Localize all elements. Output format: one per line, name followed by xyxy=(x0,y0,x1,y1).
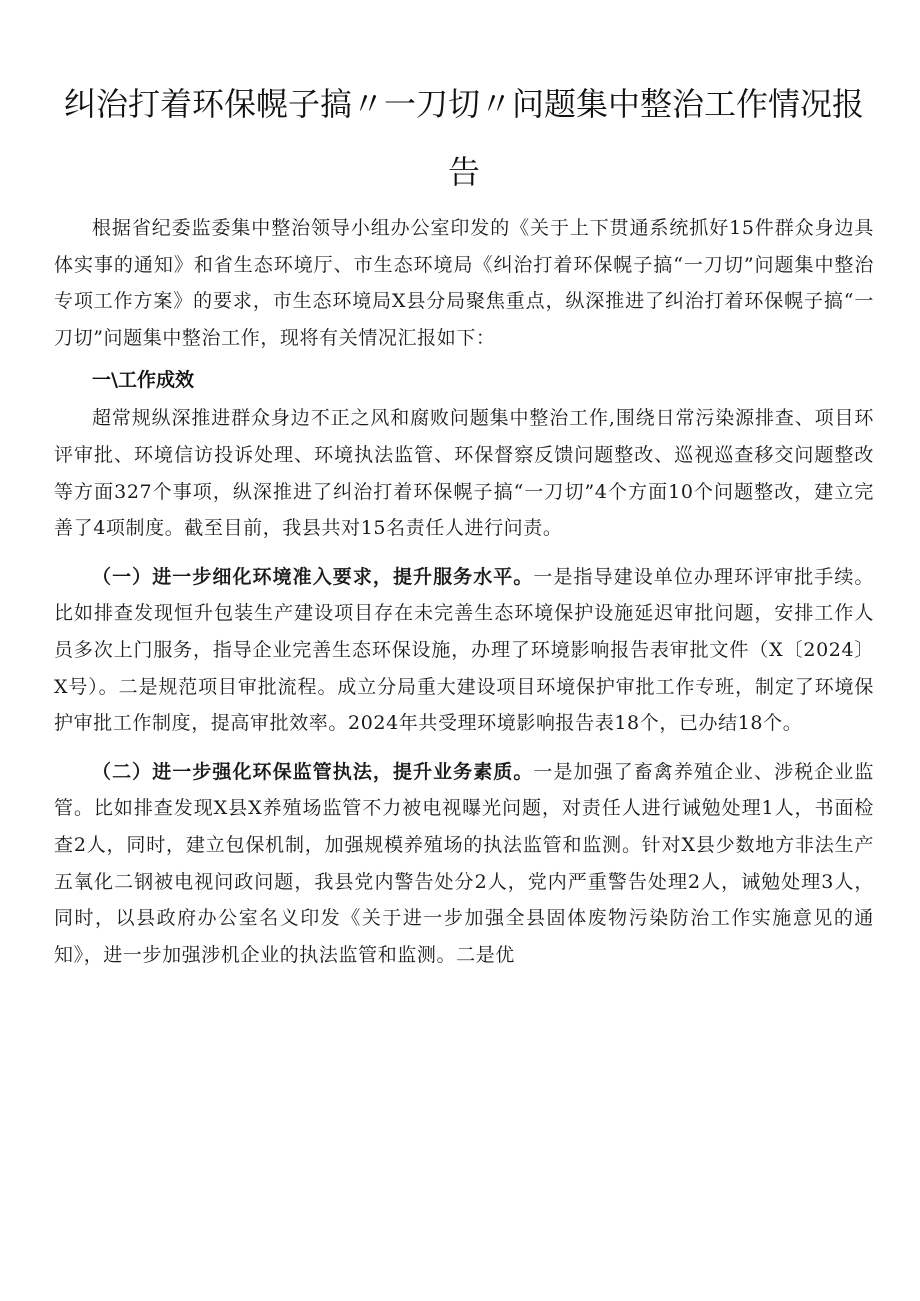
document-body xyxy=(54,210,874,973)
intro-paragraph: 根据省纪委监委集中整治领导小组办公室印发的《关于上下贯通系统抓好15件群众身边具体实事的通知》和省生态环境厅、市生态环境局《纠治打着环保幌子搞“一刀切”问题集中整治专项工作方案》的要求，市生态环境局X县分局聚焦重点，纵深推进了纠治打着环保幌子搞“一刀切”问题集中整治工作，现将有关情况汇报如下： xyxy=(54,217,874,349)
subsection-1-paragraph xyxy=(54,559,874,742)
section-heading-work-results: 一\工作成效 xyxy=(92,369,194,392)
subsection-1-lead: （一）进一步细化环境准入要求，提升服务水平。 xyxy=(92,565,534,588)
work-results-paragraph: 超常规纵深推进群众身边不正之风和腐败问题集中整治工作,围绕日常污染源排查、项目环评审批、环境信访投诉处理、环境执法监管、环保督察反馈问题整改、巡视巡查移交问题整改等方面327个事项，纵深推进了纠治打着环保幌子搞“一刀切”4个方面10个问题整改，建立完善了4项制度。截至目前，我县共对15名责任人进行问责。 xyxy=(54,407,874,540)
subsection-2-text: 一是加强了畜禽养殖企业、涉税企业监管。比如排查发现X县X养殖场监管不力被电视曝光问题，对责任人进行诫勉处理1人，书面检查2人，同时，建立包保机制，加强规模养殖场的执法监管和监测。针对X县少数地方非法生产五氧化二钢被电视问政问题，我县党内警告处分2人，党内严重警告处理2人，诫勉处理3人，同时，以县政府办公室名义印发《关于进一步加强全县固体废物污染防治工作实施意见的通知》，进一步加强涉机企业的执法监管和监测。二是优 xyxy=(54,760,874,966)
subsection-1-text: 一是指导建设单位办理环评审批手续。比如排查发现恒升包装生产建设项目存在未完善生态环境保护设施延迟审批问题，安排工作人员多次上门服务，指导企业完善生态环保设施，办理了环境影响报告表审批文件（X〔2024〕X号）。二是规范项目审批流程。成立分局重大建设项目环境保护审批工作专班，制定了环境保护审批工作制度，提高审批效率。2024年共受理环境影响报告表18个，已办结18个。 xyxy=(54,565,874,735)
document-title: 纠治打着环保幌子搞〃一刀切〃问题集中整治工作情况报告 xyxy=(63,85,864,191)
subsection-2-lead: （二）进一步强化环保监管执法，提升业务素质。 xyxy=(92,760,534,783)
subsection-2-paragraph xyxy=(54,754,874,974)
